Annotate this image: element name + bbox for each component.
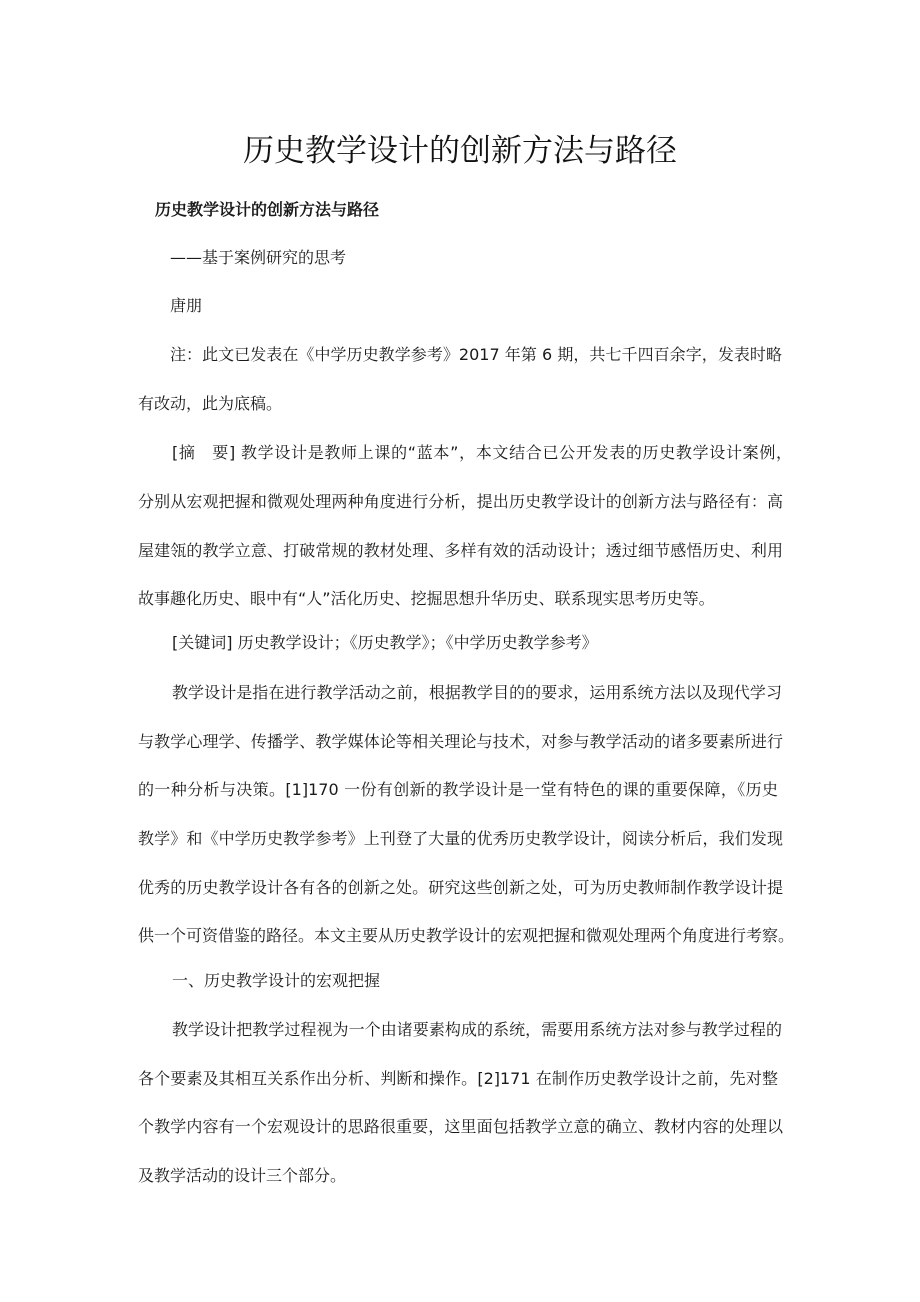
section-heading: 一、历史教学设计的宏观把握 (172, 971, 381, 990)
abstract-line-3: 屋建瓴的教学立意、打破常规的教材处理、多样有效的活动设计；透过细节感悟历史、利用 (138, 541, 783, 560)
note-line-1: 注：此文已发表在《中学历史教学参考》2017 年第 6 期，共七千四百余字，发表时略 (170, 345, 782, 364)
byline: ——基于案例研究的思考 (170, 248, 347, 267)
section-line-2: 各个要素及其相互关系作出分析、判断和操作。[2]171 在制作历史教学设计之前，先对整 (138, 1069, 778, 1088)
section-line-3: 个教学内容有一个宏观设计的思路很重要，这里面包括教学立意的确立、教材内容的处理以 (138, 1117, 783, 1136)
section-line-1: 教学设计把教学过程视为一个由诸要素构成的系统，需要用系统方法对参与教学过程的 (172, 1020, 782, 1039)
intro-line-1: 教学设计是指在进行教学活动之前，根据教学目的的要求，运用系统方法以及现代学习 (172, 683, 782, 702)
section-line-4: 及教学活动的设计三个部分。 (138, 1166, 347, 1185)
abstract-line-2: 分别从宏观把握和微观处理两种角度进行分析，提出历史教学设计的创新方法与路径有：高 (138, 492, 783, 511)
keywords: [关键词] 历史教学设计；《历史教学》；《中学历史教学参考》 (172, 633, 598, 652)
intro-line-3: 的一种分析与决策。[1]170 一份有创新的教学设计是一堂有特色的课的重要保障，《历史 (138, 780, 778, 799)
intro-line-5: 优秀的历史教学设计各有各的创新之处。研究这些创新之处，可为历史教师制作教学设计提 (138, 878, 783, 897)
page-title: 历史教学设计的创新方法与路径 (243, 133, 677, 169)
author: 唐朋 (170, 296, 203, 315)
subtitle: 历史教学设计的创新方法与路径 (155, 200, 380, 219)
intro-line-2: 与教学心理学、传播学、教学媒体论等相关理论与技术，对参与教学活动的诸多要素所进行 (138, 732, 783, 751)
intro-line-6: 供一个可资借鉴的路径。本文主要从历史教学设计的宏观把握和微观处理两个角度进行考察。 (138, 926, 795, 945)
note-line-2: 有改动，此为底稿。 (138, 394, 283, 413)
intro-line-4: 教学》和《中学历史教学参考》上刊登了大量的优秀历史教学设计，阅读分析后，我们发现 (138, 829, 783, 848)
abstract-line-1: [摘 要] 教学设计是教师上课的“蓝本”，本文结合已公开发表的历史教学设计案例， (172, 443, 792, 462)
abstract-line-4: 故事趣化历史、眼中有“人”活化历史、挖掘思想升华历史、联系现实思考历史等。 (138, 589, 715, 608)
